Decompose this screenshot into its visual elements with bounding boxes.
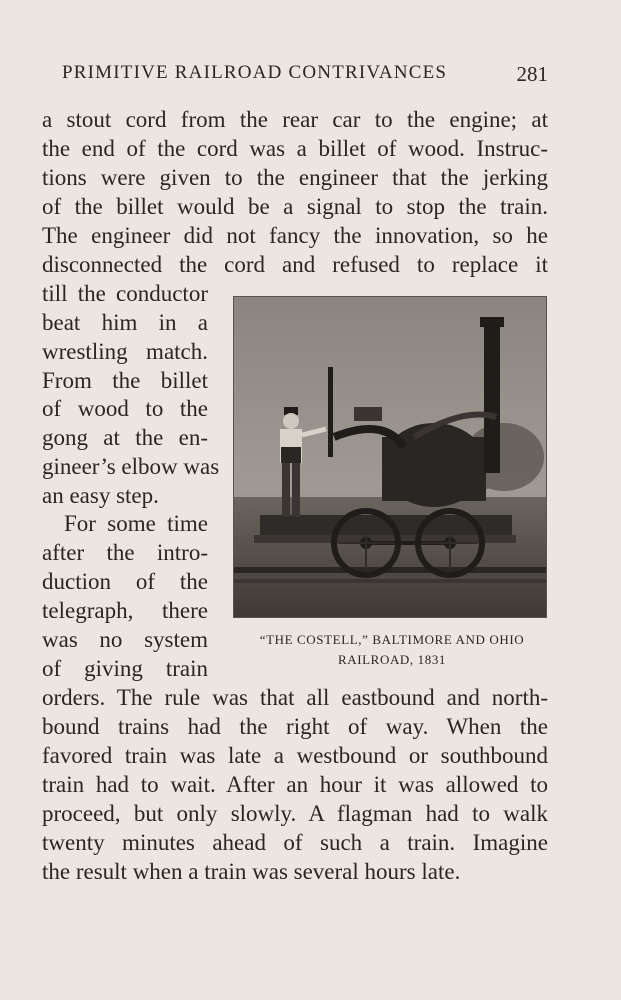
text-line: gong at the en- [42, 425, 208, 450]
text-line: was no system [42, 627, 208, 652]
page-number: 281 [516, 62, 548, 86]
text-line: bound trains had the right of way. When the [42, 714, 548, 739]
locomotive-photo [233, 296, 547, 618]
text-line: duction of the [42, 569, 208, 594]
text-line: tions were given to the engineer that the jerking [42, 165, 548, 190]
text-line: For some time [64, 511, 208, 536]
text-line: gineer’s elbow was [42, 454, 220, 479]
text-line: of the billet would be a signal to stop the train. [42, 194, 548, 219]
text-line: telegraph, there [42, 598, 208, 623]
text-line: after the intro- [42, 540, 208, 565]
text-line: of giving train [42, 656, 208, 681]
text-line: disconnected the cord and refused to replace it [42, 252, 548, 277]
text-line: an easy step. [42, 483, 159, 508]
running-title: PRIMITIVE RAILROAD CONTRIVANCES [62, 62, 448, 83]
text-line: till the conductor [42, 281, 208, 306]
text-line: wrestling match. [42, 339, 208, 364]
text-line: of wood to the [42, 396, 208, 421]
text-line: the result when a train was several hours late. [42, 859, 461, 884]
text-line: favored train was late a westbound or southbound [42, 743, 548, 768]
text-line: proceed, but only slowly. A flagman had to walk [42, 801, 548, 826]
text-line: beat him in a [42, 310, 208, 335]
running-head [62, 62, 548, 92]
text-line: From the billet [42, 368, 208, 393]
text-line: orders. The rule was that all eastbound and north- [42, 685, 548, 710]
figure-caption-line-1: “THE COSTELL,” BALTIMORE AND OHIO [259, 632, 525, 647]
text-line: a stout cord from the rear car to the engine; at [42, 107, 548, 132]
text-line: twenty minutes ahead of such a train. Imagine [42, 830, 548, 855]
figure-caption-line-2: RAILROAD, 1831 [337, 652, 447, 667]
text-line: the end of the cord was a billet of wood. Instruc- [42, 136, 548, 161]
text-line: train had to wait. After an hour it was allowed to [42, 772, 548, 797]
text-line: The engineer did not fancy the innovation, so he [42, 223, 548, 248]
